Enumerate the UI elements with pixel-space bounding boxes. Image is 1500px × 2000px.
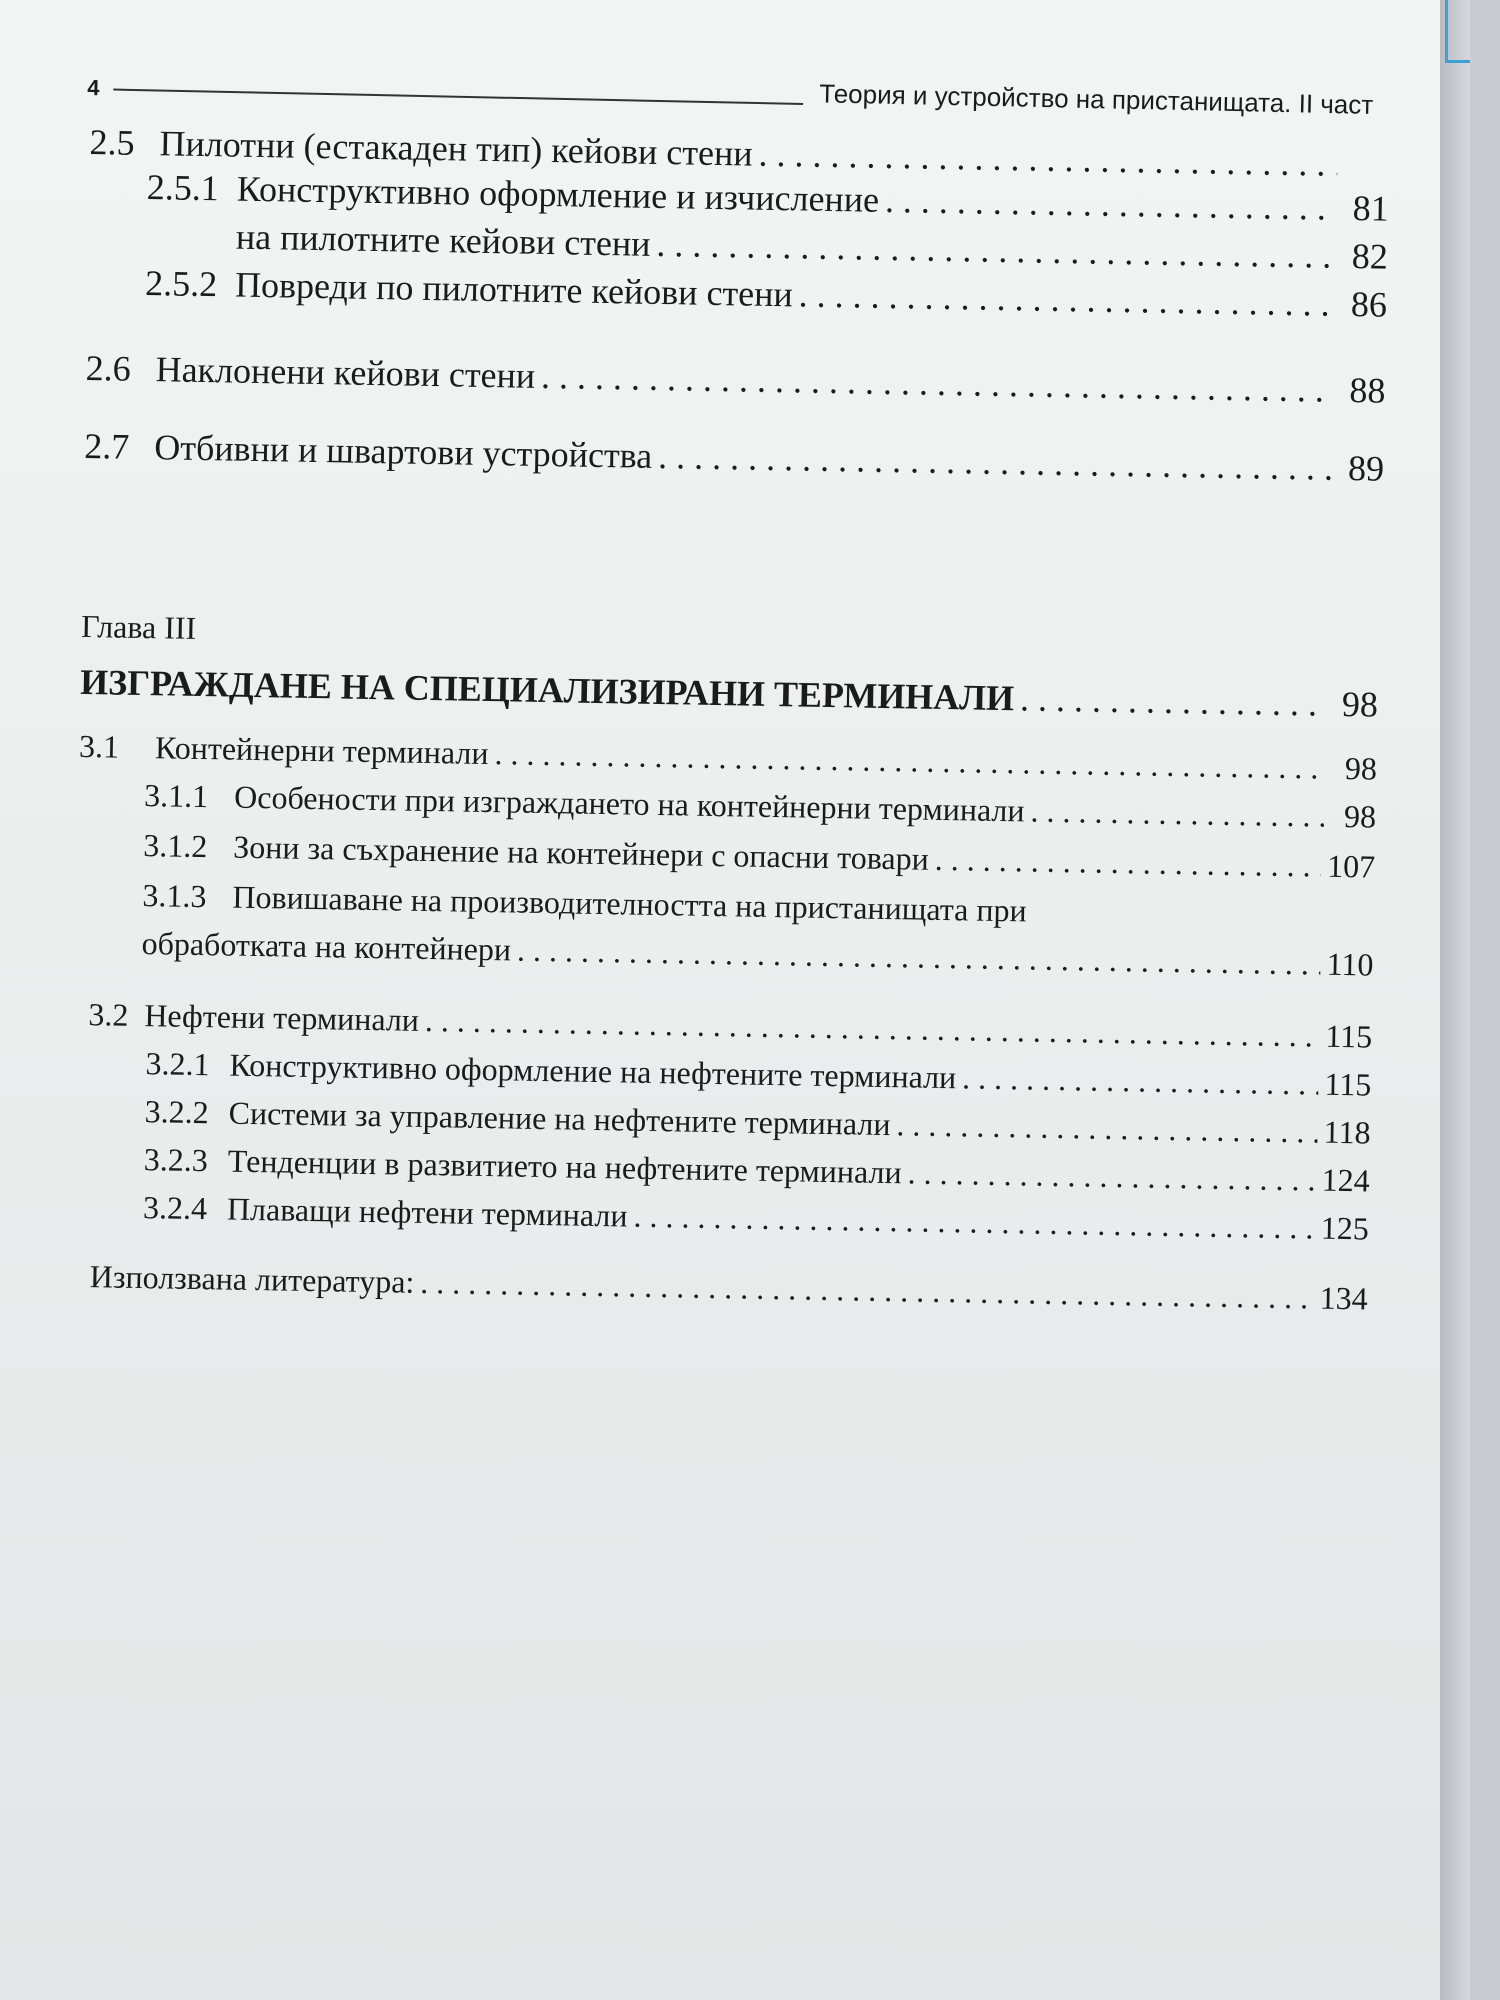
toc-number: 3.2.2	[144, 1093, 210, 1131]
toc-label: Нефтени терминали	[144, 997, 420, 1038]
toc-label: Тенденции в развитието на нефтените терминали	[227, 1142, 902, 1191]
toc-page: 89	[1347, 448, 1385, 489]
toc-label: Системи за управление на нефтените терминали	[228, 1094, 891, 1143]
toc-page: 115	[1324, 1065, 1372, 1103]
chapter-heading	[80, 660, 1379, 727]
toc-number: 3.2	[88, 996, 129, 1033]
dot-leader	[517, 928, 1321, 986]
toc-label: на пилотните кейови стени	[235, 216, 651, 264]
dot-leader	[541, 354, 1334, 412]
toc-page: 124	[1321, 1161, 1371, 1199]
dot-leader	[633, 1194, 1315, 1250]
toc-entry-literature	[89, 1254, 1368, 1320]
toc-page: 98	[1341, 683, 1379, 725]
dot-leader	[962, 1055, 1319, 1105]
toc-number: 2.5.2	[144, 262, 218, 305]
dot-leader	[420, 1260, 1314, 1320]
toc-page: 110	[1326, 945, 1374, 983]
dot-leader	[656, 222, 1336, 278]
toc-number: 3.1.1	[143, 777, 209, 815]
toc-number: 2.5	[89, 121, 135, 163]
toc-label: Конструктивно оформление на нефтените терминали	[229, 1046, 957, 1096]
toc-label: Повишаване на производителността на пристанищата при	[232, 878, 1027, 929]
page-edge-shadow	[1440, 0, 1470, 2000]
toc-page: 98	[1344, 750, 1378, 787]
toc-number: 3.1.3	[142, 877, 207, 915]
toc-label: Особености при изграждането на контейнерни терминали	[233, 778, 1025, 829]
page-number: 4	[87, 74, 100, 101]
toc-page: 98	[1343, 797, 1377, 835]
toc-label: Повреди по пилотните кейови стени	[234, 264, 794, 315]
toc-page: 81	[1352, 188, 1389, 229]
dot-leader	[1020, 676, 1327, 725]
toc-label: Наклонени кейови стени	[155, 349, 536, 396]
toc-page: 82	[1351, 236, 1389, 277]
toc-number: 2.7	[83, 425, 130, 467]
toc-number: 3.2.4	[142, 1189, 208, 1227]
header-rule	[113, 89, 803, 105]
dot-leader	[658, 434, 1333, 490]
toc-label: Използвана литература:	[89, 1258, 415, 1300]
chapter-label: Глава III	[80, 607, 197, 646]
toc-entry-2-6	[85, 346, 1386, 413]
dot-leader	[1030, 789, 1324, 838]
toc-label: Конструктивно оформление и изчисление	[236, 168, 880, 220]
toc-page: 118	[1323, 1113, 1371, 1151]
toc-label: Пилотни (естакаден тип) кейови стени	[159, 123, 753, 174]
toc-label: Контейнерни терминали	[154, 729, 489, 772]
toc-label: Плаващи нефтени терминали	[226, 1190, 628, 1234]
toc-label: Отбивни и швартови устройства	[153, 427, 653, 476]
dot-leader	[885, 178, 1337, 230]
toc-page: 86	[1350, 284, 1388, 325]
toc-page: 125	[1320, 1209, 1370, 1247]
toc-label: обработката на контейнери	[141, 925, 512, 968]
toc-page	[1343, 176, 1389, 177]
toc-entry-2-7	[84, 424, 1385, 491]
dot-leader	[907, 1150, 1316, 1201]
toc-page: 115	[1325, 1017, 1373, 1055]
dot-leader	[934, 837, 1321, 888]
toc-number: 3.2.3	[143, 1141, 209, 1179]
toc-number: 2.5.1	[146, 167, 220, 209]
toc-page: 88	[1349, 370, 1386, 411]
toc-number: 2.6	[85, 347, 132, 389]
dot-leader	[798, 272, 1335, 325]
toc-number: 3.1.2	[143, 827, 208, 865]
toc-number: 3.2.1	[145, 1045, 210, 1083]
toc-page: 134	[1319, 1279, 1368, 1317]
blue-bookmark-tab	[1445, 0, 1470, 63]
toc-page: 107	[1326, 847, 1376, 885]
toc-label: Зони за съхранение на контейнери с опасни товари	[233, 828, 930, 877]
toc-number: 3.1	[78, 727, 120, 765]
dot-leader	[896, 1102, 1318, 1153]
running-title: Теория и устройство на пристанищата. II част	[819, 78, 1374, 120]
chapter-title: ИЗГРАЖДАНЕ НА СПЕЦИАЛИЗИРАНИ ТЕРМИНАЛИ	[79, 661, 1015, 719]
